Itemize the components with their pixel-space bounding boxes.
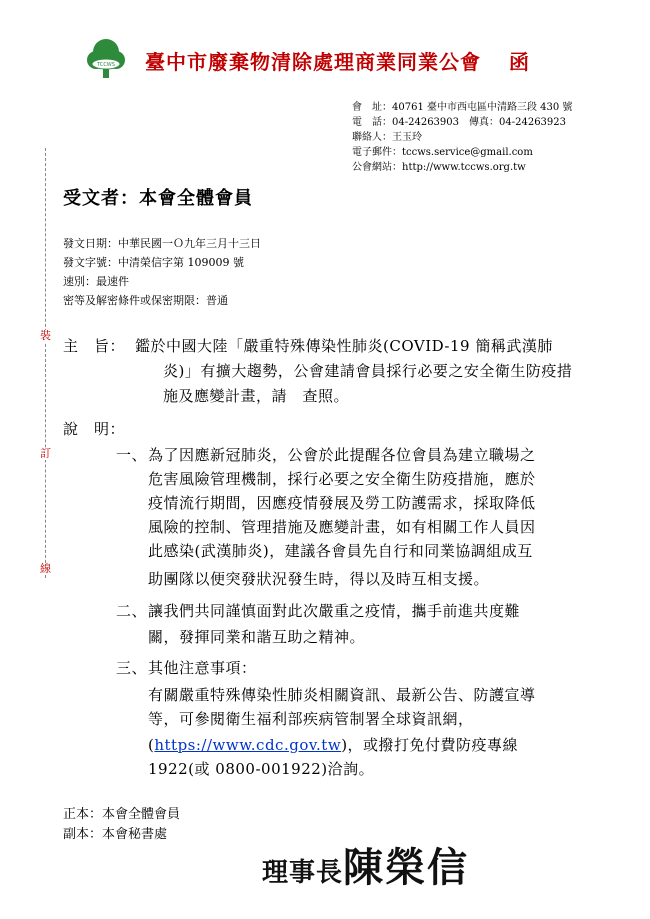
item-marker: 一、 [116,446,148,464]
binding-char-ding: 訂 [40,447,51,460]
association-logo [82,34,130,82]
item-line: 助團隊以便突發狀況發生時，得以及時互相支援。 [148,570,490,588]
item-line: 為了因應新冠肺炎，公會於此提醒各位會員為建立職場之 [148,446,536,464]
item-marker: 二、 [116,602,148,620]
document-number: 發文字號：中清榮信字第 109009 號 [63,256,244,269]
note-line: 1922(或 0800-001922)洽詢。 [148,760,375,778]
doc-type: 函 [509,50,530,74]
signature-name: 陳榮信 [343,844,470,891]
contact-phone: 電 話：04-24263903 傳真：04-24263923 [352,117,567,128]
item-line: 危害風險管理機制，採行必要之安全衛生防疫措施，應於 [148,470,536,488]
binding-char-xian: 線 [40,562,51,575]
note-link-line [148,733,518,757]
item-line: 關，發揮同業和諧互助之精神。 [148,628,366,646]
note-line: 等，可參閱衛生福利部疾病管制署全球資訊網， [148,710,474,728]
item-line: 讓我們共同謹慎面對此次嚴重之疫情，攜手前進共度難 [148,602,521,620]
item-line: 風險的控制、管理措施及應變計畫，如有相關工作人員因 [148,518,536,536]
svg-text:TCCWS: TCCWS [97,62,115,68]
description-label: 說 明： [63,420,126,438]
distribution [63,805,180,845]
contact-email: 電子郵件：tccws.service@gmail.com [352,147,533,158]
security-level: 密等及解密條件或保密期限：普通 [63,294,228,307]
subject-line: 施及應變計畫，請 查照。 [163,387,350,405]
subject-label: 主 旨： [63,337,126,355]
issue-date: 發文日期：中華民國一Ｏ九年三月十三日 [63,237,261,250]
cdc-website-link[interactable]: https://www.cdc.gov.tw [154,736,342,754]
subject-line: 鑑於中國大陸「嚴重特殊傳染性肺炎(COVID-19 簡稱武漢肺 [135,337,553,355]
binding-line [45,148,46,578]
contact-website: 公會網站：http://www.tccws.org.tw [352,162,526,173]
binding-char-zhuang: 裝 [40,329,51,342]
link-suffix: )，或撥打免付費防疫專線 [341,736,519,754]
link-open-paren: ( [148,736,155,754]
note-line: 有關嚴重特殊傳染性肺炎相關資訊、最新公告、防護宣導 [148,686,536,704]
subject-line: 炎)」有擴大趨勢，公會建請會員採行必要之安全衛生防疫措 [163,362,573,380]
org-name: 臺中市廢棄物清除處理商業同業公會 [145,50,481,74]
contact-address: 會 址：40761 臺中市西屯區中清路三段 430 號 [352,102,573,113]
copy-recipient: 副本：本會秘書處 [63,827,168,842]
item-line: 疫情流行期間，因應疫情發展及勞工防護需求，採取降低 [148,494,536,512]
contact-person: 聯絡人：王玉玲 [352,132,422,143]
signature-stamp [262,838,469,903]
document-title [145,46,530,75]
signature-title: 理事長 [262,858,344,888]
item-line: 其他注意事項： [148,659,257,677]
item-line: 此感染(武漢肺炎)，建議各會員先自行和同業協調組成互 [148,542,533,560]
original-recipient: 正本：本會全體會員 [63,807,181,822]
delivery-speed: 速別：最速件 [63,275,129,288]
recipient: 受文者：本會全體會員 [63,188,253,209]
item-marker: 三、 [116,659,148,677]
